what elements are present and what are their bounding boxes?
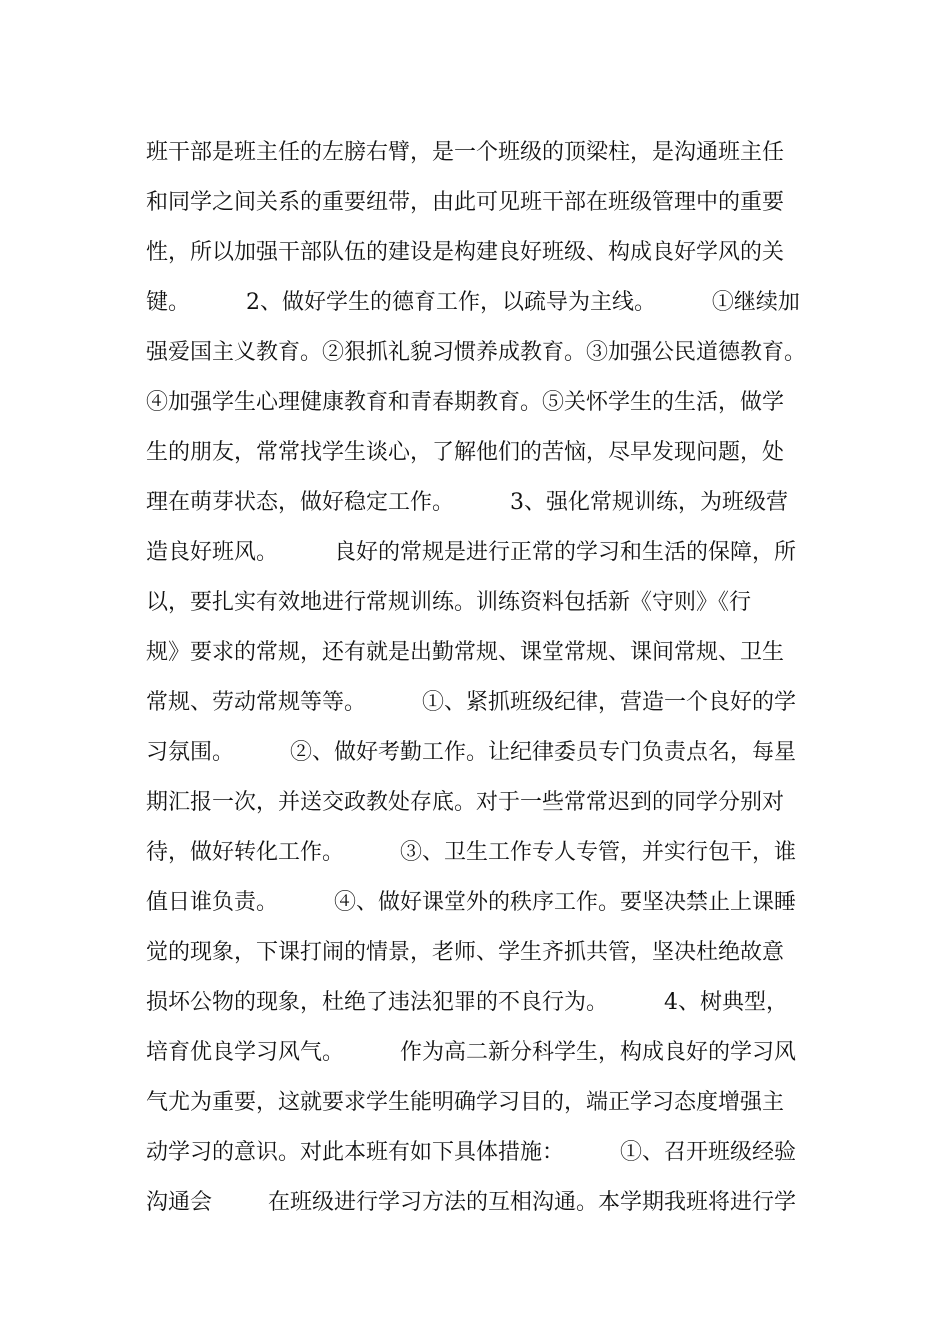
text-line: 强爱国主义教育。②狠抓礼貌习惯养成教育。③加强公民道德教育。 <box>146 340 807 365</box>
text-line: 键。 2、做好学生的德育工作，以疏导为主线。 ①继续加 <box>146 290 800 315</box>
text-line: 培育优良学习风气。 作为高二新分科学生，构成良好的学习风 <box>146 1040 796 1065</box>
text-line: 期汇报一次，并送交政教处存底。对于一些常常迟到的同学分别对 <box>146 790 785 815</box>
body-text <box>146 128 816 1228</box>
text-line: 气尤为重要，这就要求学生能明确学习目的，端正学习态度增强主 <box>146 1090 785 1115</box>
text-line: 规》要求的常规，还有就是出勤常规、课堂常规、课间常规、卫生 <box>146 640 785 665</box>
text-line: 待，做好转化工作。 ③、卫生工作专人专管，并实行包干，谁 <box>146 840 796 865</box>
text-line: 性，所以加强干部队伍的建设是构建良好班级、构成良好学风的关 <box>146 240 785 265</box>
text-line: 损坏公物的现象，杜绝了违法犯罪的不良行为。 4、树典型， <box>146 990 788 1015</box>
text-line: 常规、劳动常规等等。 ①、紧抓班级纪律，营造一个良好的学 <box>146 690 796 715</box>
text-line: 班干部是班主任的左膀右臂，是一个班级的顶梁柱，是沟通班主任 <box>146 140 785 165</box>
text-line: 以，要扎实有效地进行常规训练。训练资料包括新《守则》《行 <box>146 590 752 615</box>
text-line: 觉的现象，下课打闹的情景，老师、学生齐抓共管，坚决杜绝故意 <box>146 940 785 965</box>
text-line: 造良好班风。 良好的常规是进行正常的学习和生活的保障，所 <box>146 540 796 565</box>
text-line: 值日谁负责。 ④、做好课堂外的秩序工作。要坚决禁止上课睡 <box>146 890 796 915</box>
text-line: 动学习的意识。对此本班有如下具体措施： ①、召开班级经验 <box>146 1140 796 1165</box>
text-line: 沟通会 在班级进行学习方法的互相沟通。本学期我班将进行学 <box>146 1190 796 1215</box>
text-line: 理在萌芽状态，做好稳定工作。 3、强化常规训练，为班级营 <box>146 490 788 515</box>
text-line: 和同学之间关系的重要纽带，由此可见班干部在班级管理中的重要 <box>146 190 785 215</box>
text-line: 习氛围。 ②、做好考勤工作。让纪律委员专门负责点名，每星 <box>146 740 796 765</box>
text-line: ④加强学生心理健康教育和青春期教育。⑤关怀学生的生活，做学 <box>146 390 785 415</box>
text-line: 生的朋友，常常找学生谈心，了解他们的苦恼，尽早发现问题，处 <box>146 440 785 465</box>
